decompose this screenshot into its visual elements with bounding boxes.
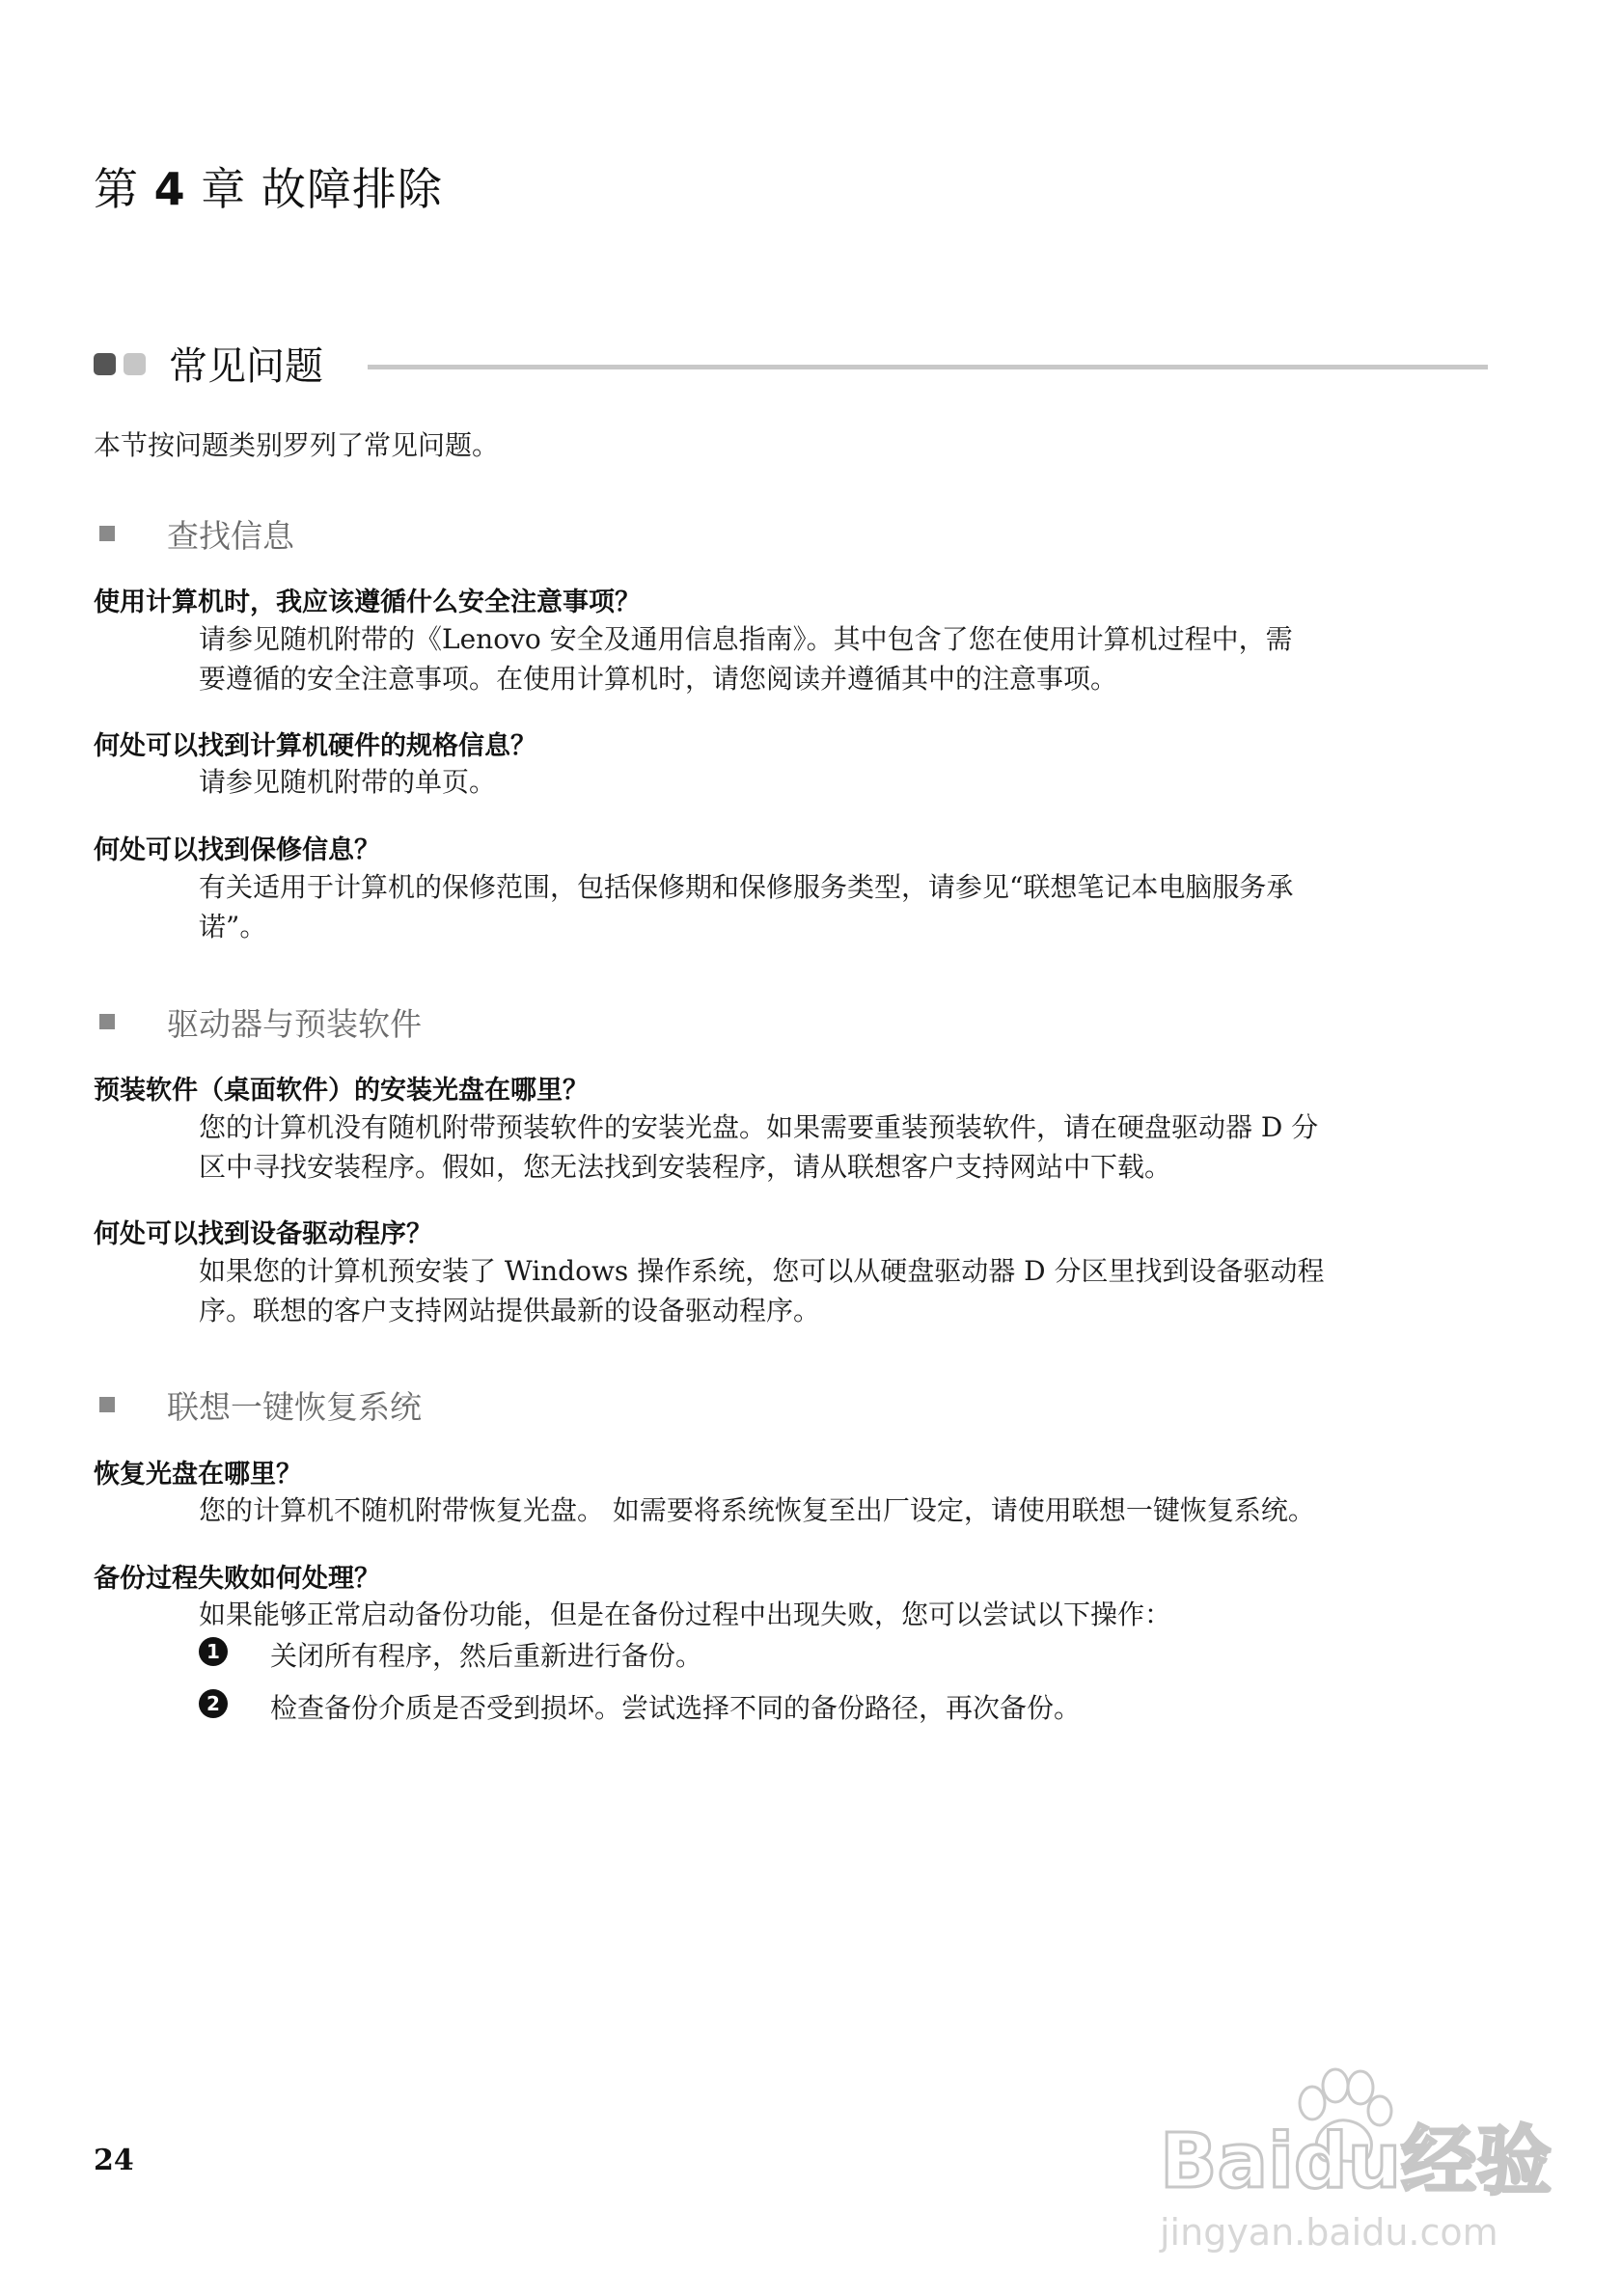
faq-question: 预装软件（桌面软件）的安装光盘在哪里？ xyxy=(94,1076,589,1106)
watermark-url: jingyan.baidu.com xyxy=(1160,2211,1498,2254)
answer-line: 请参见随机附带的《Lenovo 安全及通用信息指南》。其中包含了您在使用计算机过程中，需 xyxy=(199,623,1293,655)
faq-question: 何处可以找到保修信息？ xyxy=(94,835,380,865)
square-bullet-icon xyxy=(99,1397,115,1412)
subsection-heading xyxy=(94,999,962,1042)
square-bullet-icon xyxy=(99,526,115,541)
faq-answer xyxy=(199,1107,1492,1187)
answer-line: 要遵循的安全注意事项。在使用计算机时，请您阅读并遵循其中的注意事项。 xyxy=(199,663,1118,695)
faq-answer xyxy=(199,1490,1492,1530)
answer-line: 区中寻找安装程序。假如，您无法找到安装程序，请从联想客户支持网站中下载。 xyxy=(199,1151,1172,1183)
step-number-2-icon: 2 xyxy=(199,1689,228,1718)
chapter-number: 4 xyxy=(153,163,186,215)
section-bullet-light xyxy=(124,353,146,375)
subsection-heading-text: 联想一键恢复系统 xyxy=(167,1388,422,1426)
chapter-suffix: 章 故障排除 xyxy=(185,163,443,215)
square-bullet-icon xyxy=(99,1014,115,1029)
faq-question: 备份过程失败如何处理？ xyxy=(94,1564,380,1594)
faq-question: 何处可以找到设备驱动程序？ xyxy=(94,1219,432,1249)
step-number-1-icon: 1 xyxy=(199,1637,228,1666)
baidu-watermark xyxy=(1139,2064,1553,2267)
section-header xyxy=(94,336,1488,397)
faq-question: 何处可以找到计算机硬件的规格信息？ xyxy=(94,731,536,761)
faq-answer xyxy=(199,762,1492,802)
faq-question: 使用计算机时，我应该遵循什么安全注意事项？ xyxy=(94,588,641,617)
section-bullet-dark xyxy=(94,353,116,375)
answer-line: 诺”。 xyxy=(199,911,267,943)
step-text: 关闭所有程序，然后重新进行备份。 xyxy=(270,1640,703,1672)
step-item xyxy=(199,1635,1453,1674)
faq-answer xyxy=(199,1595,1492,1634)
faq-answer xyxy=(199,619,1492,698)
step-item xyxy=(199,1687,1453,1726)
answer-line: 如果能够正常启动备份功能，但是在备份过程中出现失败，您可以尝试以下操作： xyxy=(199,1599,1172,1630)
section-rule xyxy=(368,365,1488,369)
faq-question: 恢复光盘在哪里？ xyxy=(94,1460,302,1490)
answer-line: 您的计算机没有随机附带预装软件的安装光盘。如果需要重装预装软件，请在硬盘驱动器 D 分 xyxy=(199,1111,1319,1143)
subsection-heading-text: 驱动器与预装软件 xyxy=(167,1005,422,1043)
answer-line: 如果您的计算机预安装了 Windows 操作系统，您可以从硬盘驱动器 D 分区里找到设备驱动程 xyxy=(199,1255,1325,1287)
section-intro: 本节按问题类别罗列了常见问题。 xyxy=(94,429,500,461)
subsection-heading xyxy=(94,511,962,554)
faq-answer xyxy=(199,1251,1492,1330)
subsection-heading xyxy=(94,1382,962,1425)
subsection-heading-text: 查找信息 xyxy=(167,517,294,555)
chapter-prefix: 第 xyxy=(94,163,154,215)
watermark-logo: Baidu经验 xyxy=(1160,2118,1552,2205)
section-title: 常见问题 xyxy=(169,344,323,389)
answer-line: 请参见随机附带的单页。 xyxy=(199,766,497,798)
faq-answer xyxy=(199,867,1492,946)
answer-line: 序。联想的客户支持网站提供最新的设备驱动程序。 xyxy=(199,1295,821,1326)
page-number: 24 xyxy=(94,2144,134,2177)
chapter-title xyxy=(94,154,443,218)
answer-line: 有关适用于计算机的保修范围，包括保修期和保修服务类型，请参见“联想笔记本电脑服务承 xyxy=(199,871,1294,903)
step-text: 检查备份介质是否受到损坏。尝试选择不同的备份路径，再次备份。 xyxy=(270,1692,1082,1724)
answer-line: 您的计算机不随机附带恢复光盘。 如需要将系统恢复至出厂设定，请使用联想一键恢复系统。 xyxy=(199,1494,1315,1526)
